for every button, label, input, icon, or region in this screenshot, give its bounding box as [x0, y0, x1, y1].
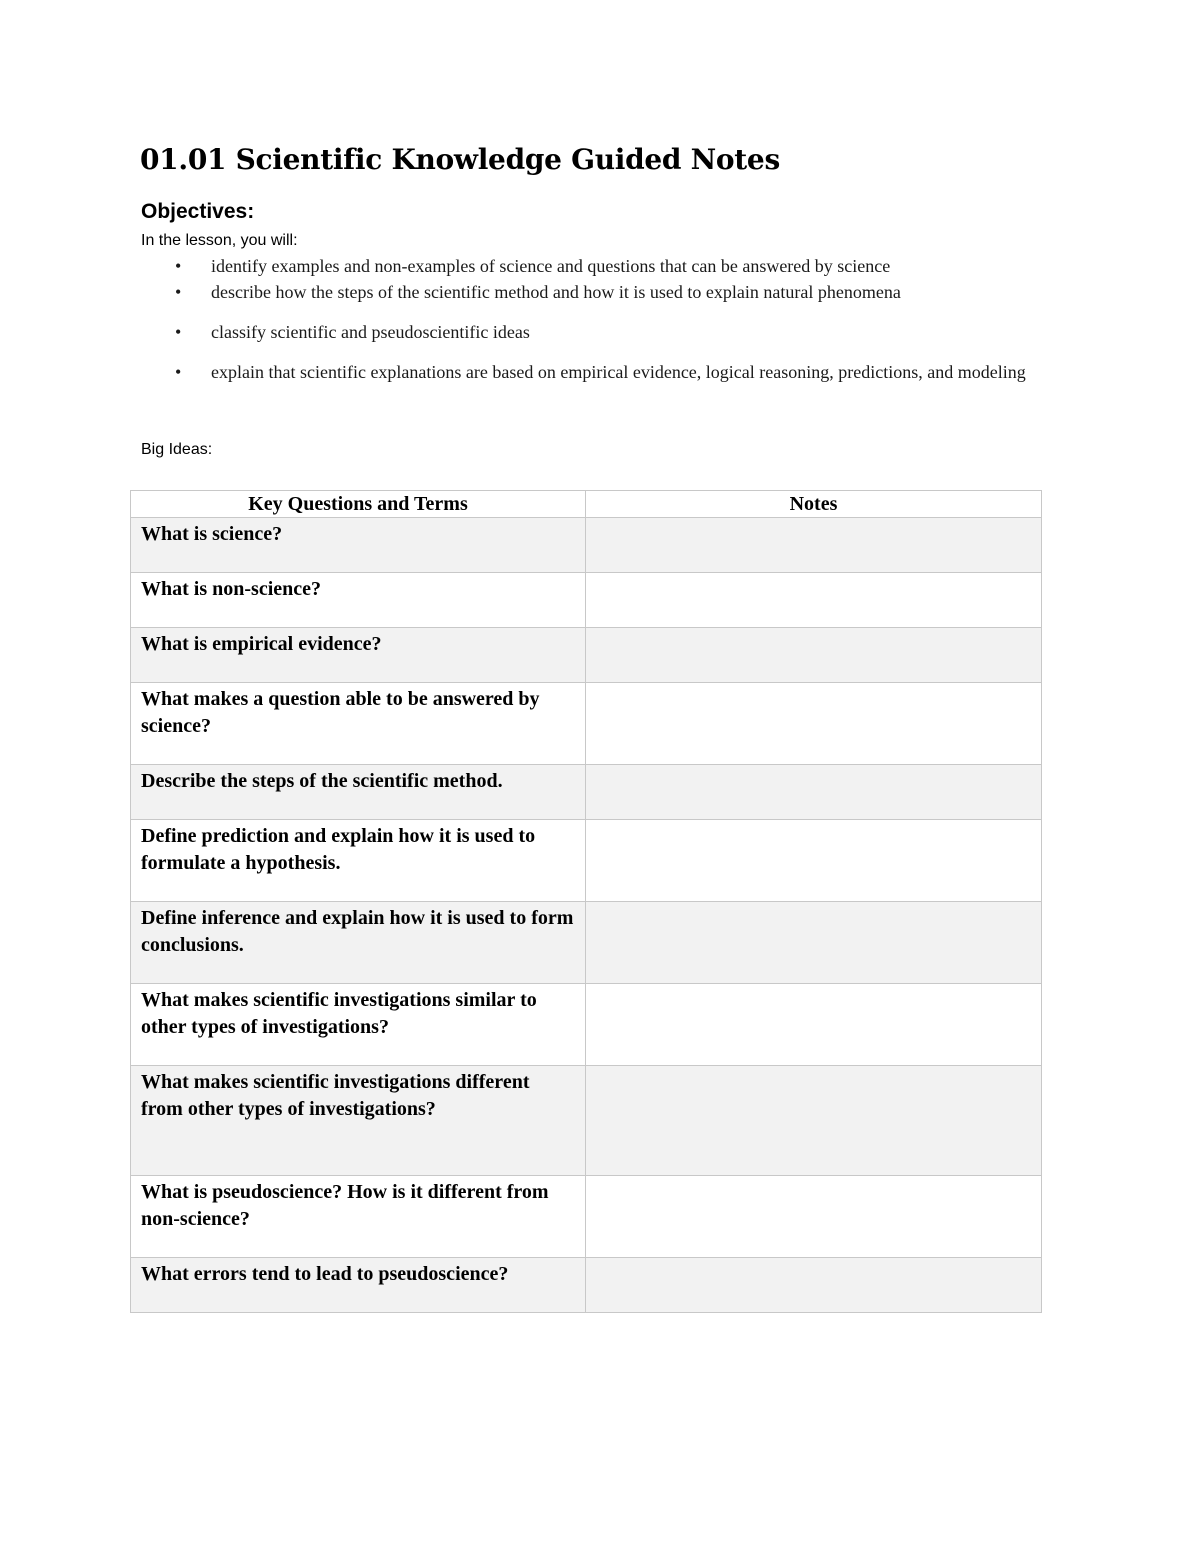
table-row	[131, 683, 1042, 765]
question-cell: What errors tend to lead to pseudoscience?	[131, 1258, 586, 1313]
notes-cell[interactable]	[586, 518, 1042, 573]
bullet-icon: •	[175, 256, 182, 276]
question-cell: What is empirical evidence?	[131, 628, 586, 683]
notes-table	[130, 490, 1042, 1313]
notes-cell[interactable]	[586, 683, 1042, 765]
notes-cell[interactable]	[586, 628, 1042, 683]
objective-text: describe how the steps of the scientific method and how it is used to explain natural phenomena	[211, 282, 901, 302]
question-cell: What is pseudoscience? How is it different from non-science?	[131, 1176, 586, 1258]
table-row	[131, 628, 1042, 683]
question-cell: Describe the steps of the scientific method.	[131, 765, 586, 820]
notes-cell[interactable]	[586, 1176, 1042, 1258]
question-cell: What is science?	[131, 518, 586, 573]
table-row	[131, 573, 1042, 628]
table-row	[131, 984, 1042, 1066]
bullet-icon: •	[175, 282, 182, 302]
table-row	[131, 518, 1042, 573]
objective-item	[175, 320, 1045, 345]
question-cell: What makes scientific investigations similar to other types of investigations?	[131, 984, 586, 1066]
bullet-icon: •	[175, 362, 182, 382]
table-header-row	[131, 491, 1042, 518]
table-row	[131, 1176, 1042, 1258]
objective-text: explain that scientific explanations are based on empirical evidence, logical reasoning, predictions, and modeling	[211, 362, 1026, 382]
table-row	[131, 1066, 1042, 1176]
objectives-intro: In the lesson, you will:	[141, 232, 298, 249]
big-ideas-label: Big Ideas:	[141, 441, 213, 458]
question-cell: What is non-science?	[131, 573, 586, 628]
notes-cell[interactable]	[586, 902, 1042, 984]
question-cell: What makes a question able to be answered by science?	[131, 683, 586, 765]
objective-item	[175, 280, 1045, 305]
objective-text: identify examples and non-examples of science and questions that can be answered by science	[211, 256, 891, 276]
question-cell: Define inference and explain how it is used to form conclusions.	[131, 902, 586, 984]
objectives-heading: Objectives:	[141, 200, 255, 223]
notes-cell[interactable]	[586, 573, 1042, 628]
header-notes: Notes	[586, 491, 1042, 518]
objective-item	[175, 254, 1045, 279]
table-row	[131, 765, 1042, 820]
table-row	[131, 820, 1042, 902]
question-cell: Define prediction and explain how it is used to formulate a hypothesis.	[131, 820, 586, 902]
objective-item	[175, 360, 1045, 385]
notes-cell[interactable]	[586, 984, 1042, 1066]
objective-text: classify scientific and pseudoscientific ideas	[211, 322, 530, 342]
page-title: 01.01 Scientific Knowledge Guided Notes	[140, 143, 780, 176]
table-row	[131, 902, 1042, 984]
notes-cell[interactable]	[586, 1066, 1042, 1176]
notes-cell[interactable]	[586, 820, 1042, 902]
table-row	[131, 1258, 1042, 1313]
bullet-icon: •	[175, 322, 182, 342]
notes-cell[interactable]	[586, 1258, 1042, 1313]
notes-cell[interactable]	[586, 765, 1042, 820]
question-cell: What makes scientific investigations different from other types of investigations?	[131, 1066, 586, 1176]
header-key-questions: Key Questions and Terms	[131, 491, 586, 518]
